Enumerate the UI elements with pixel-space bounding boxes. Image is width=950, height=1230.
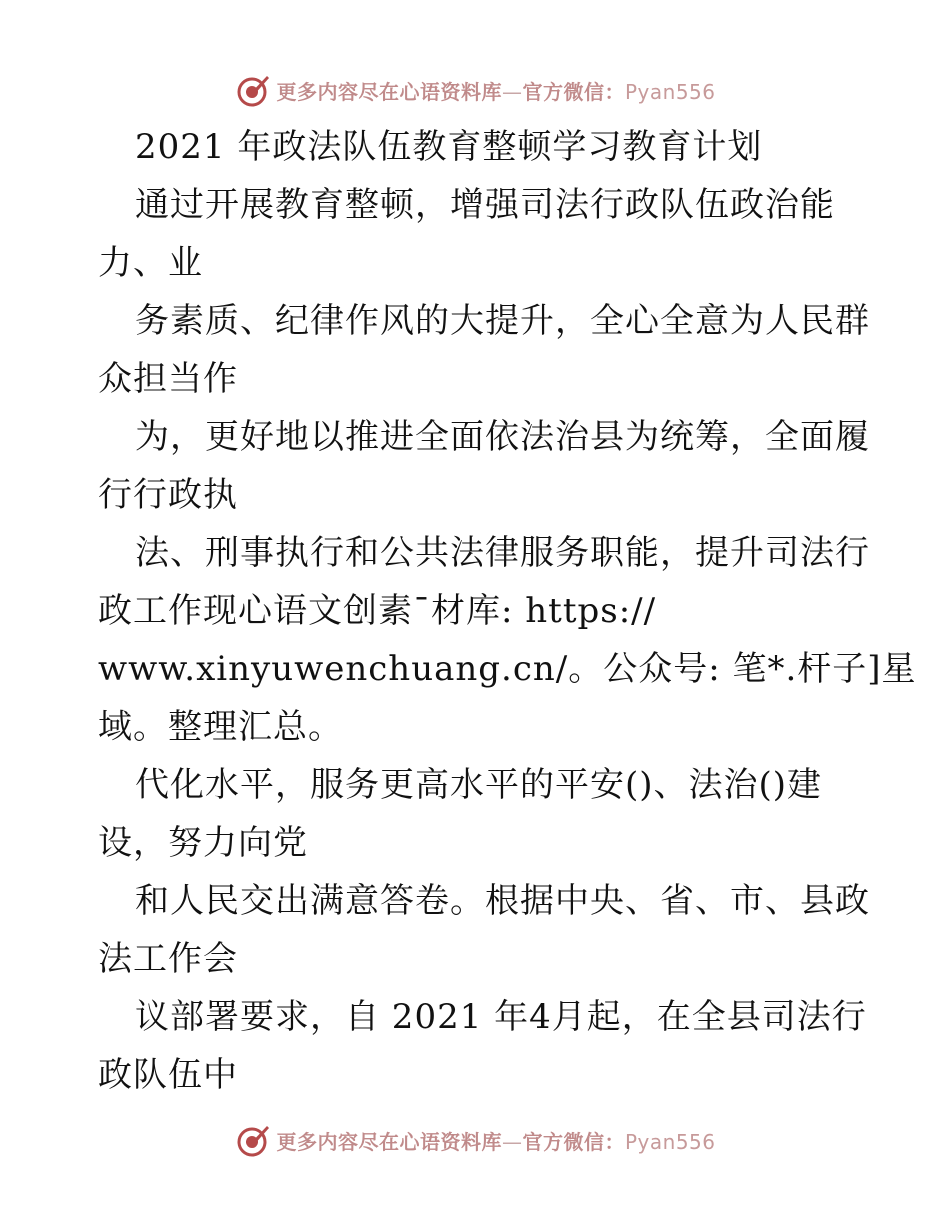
banner-separator: — bbox=[501, 1129, 523, 1154]
banner-main-text: 更多内容尽在心语资料库 bbox=[276, 1129, 502, 1154]
text-line: 2021 年政法队伍教育整顿学习教育计划 bbox=[135, 127, 763, 167]
text-line: 域。整理汇总。 bbox=[98, 707, 343, 747]
banner-official-label: 官方微信： bbox=[522, 1129, 625, 1154]
footer-banner bbox=[0, 1120, 950, 1160]
text-line: 众担当作 bbox=[98, 359, 238, 399]
text-line: 法、刑事执行和公共法律服务职能，提升司法行 bbox=[135, 533, 870, 573]
banner-text bbox=[276, 1126, 715, 1155]
text-line: 行行政执 bbox=[98, 475, 238, 515]
quill-logo-icon bbox=[234, 1120, 274, 1160]
banner-separator: — bbox=[501, 79, 523, 104]
text-line: 为，更好地以推进全面依法治县为统筹，全面履 bbox=[135, 417, 870, 457]
document-body bbox=[98, 118, 917, 1104]
quill-logo-icon bbox=[234, 70, 274, 110]
banner-official-label: 官方微信： bbox=[522, 79, 625, 104]
text-line: 政队伍中 bbox=[98, 1055, 238, 1095]
text-line: 通过开展教育整顿，增强司法行政队伍政治能 bbox=[135, 185, 835, 225]
header-banner bbox=[0, 70, 950, 110]
text-line: 务素质、纪律作风的大提升，全心全意为人民群 bbox=[135, 301, 870, 341]
text-line: 设，努力向党 bbox=[98, 823, 308, 863]
banner-text bbox=[276, 76, 715, 105]
text-line: 政工作现心语文创素¯材库: https:// bbox=[98, 591, 657, 631]
banner-main-text: 更多内容尽在心语资料库 bbox=[276, 79, 502, 104]
text-line: 议部署要求，自 2021 年4月起，在全县司法行 bbox=[135, 997, 867, 1037]
text-line: 法工作会 bbox=[98, 939, 238, 979]
text-line: 和人民交出满意答卷。根据中央、省、市、县政 bbox=[135, 881, 870, 921]
text-line: www.xinyuwenchuang.cn/。公众号: 笔*.杆子]星 bbox=[98, 649, 917, 689]
banner-wechat-id: Pyan556 bbox=[624, 1129, 716, 1154]
text-line: 力、业 bbox=[98, 243, 203, 283]
banner-wechat-id: Pyan556 bbox=[624, 79, 716, 104]
text-line: 代化水平，服务更高水平的平安()、法治()建 bbox=[135, 765, 823, 805]
